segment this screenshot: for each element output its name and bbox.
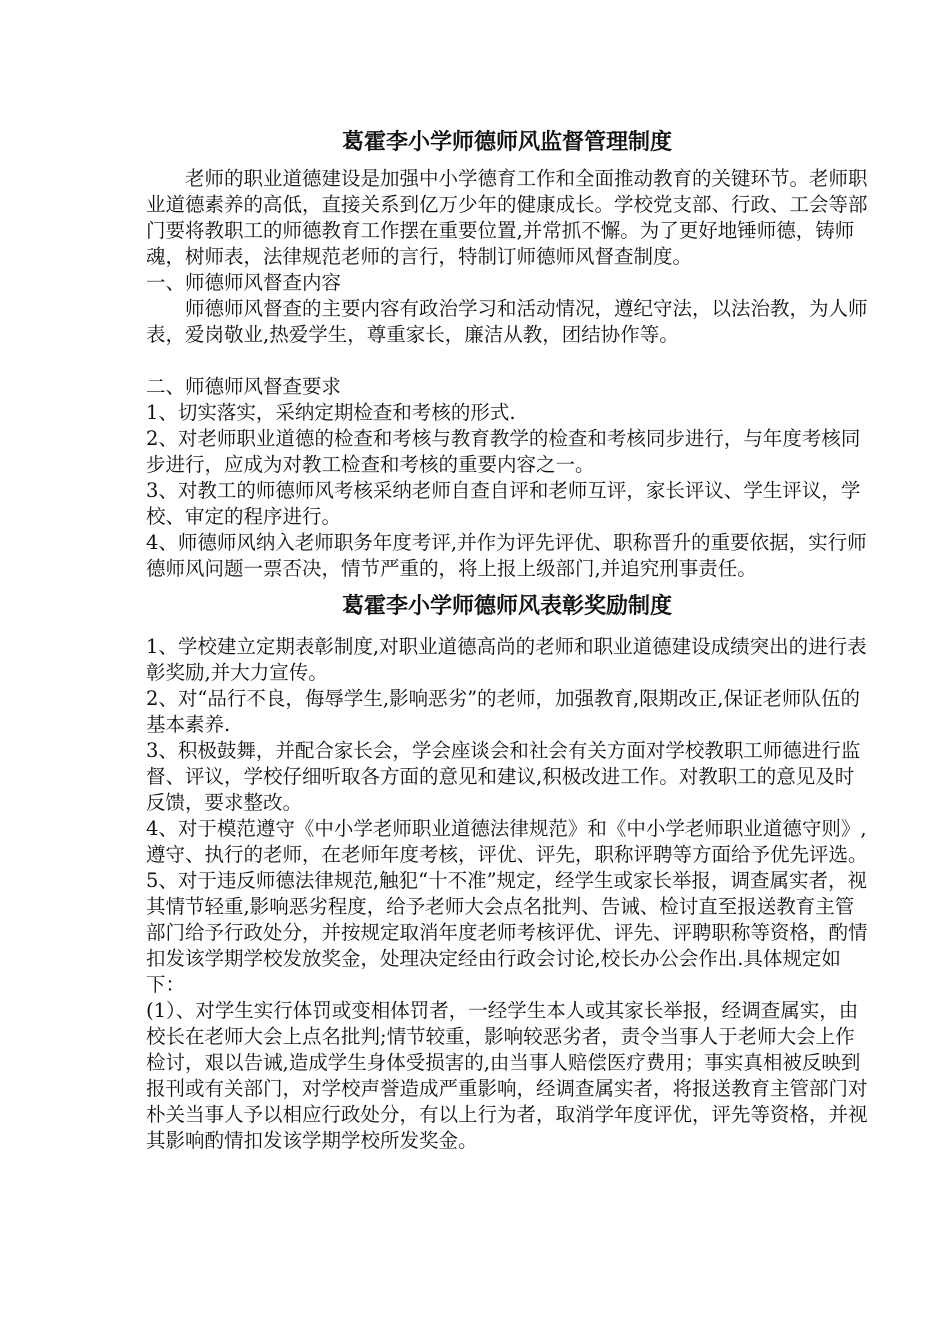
requirement-item: 4、师德师风纳入老师职务年度考评,并作为评先评优、职称晋升的重要依据，实行师德师风问题一票否决，情节严重的，将上报上级部门,并追究刑事责任。 — [146, 531, 867, 580]
section-heading-requirements: 二、师德师风督查要求 — [146, 375, 342, 398]
requirement-item: 2、对老师职业道德的检查和考核与教育教学的检查和考核同步进行，与年度考核同步进行，应成为对教工检查和考核的重要内容之一。 — [146, 427, 861, 476]
reward-subitem: (1）、对学生实行体罚或变相体罚者，一经学生本人或其家长举报，经调查属实，由校长在老师大会上点名批判;情节较重，影响较恶劣者，责令当事人于老师大会上作检讨，艰以告诫,造成学生身体受损害的,由当事人赔偿医疗费用；事实真相被反映到报刊或有关部门，对学校声誉造成严重影响，经调查属实者，将报送教育主管部门对朴关当事人予以相应行政处分，有以上行为者，取消学年度评优，评先等资格，并视其影响酌情扣发该学期学校所发奖金。 — [146, 999, 868, 1152]
section-heading-content: 一、师德师风督查内容 — [146, 271, 342, 294]
reward-item: 4、对于模范遵守《中小学老师职业道德法律规范》和《中小学老师职业道德守则》,遵守、执行的老师，在老师年度考核，评优、评先，职称评聘等方面给予优先评选。 — [146, 817, 868, 866]
requirement-item: 3、对教工的师德师风考核采纳老师自查自评和老师互评，家长评议、学生评议，学校、审定的程序进行。 — [146, 479, 861, 528]
reward-item: 3、积极鼓舞，并配合家长会，学会座谈会和社会有关方面对学校教职工师德进行监督、评议，学校仔细听取各方面的意见和建议,积极改进工作。对教职工的意见及时反馈，要求整改。 — [146, 739, 861, 814]
reward-item: 1、学校建立定期表彰制度,对职业道德高尚的老师和职业道德建设成绩突出的进行表彰奖励,并大力宣传。 — [146, 635, 867, 684]
document-title-supervision: 葛霍李小学师德师风监督管理制度 — [341, 130, 672, 155]
document-page — [146, 128, 868, 1154]
reward-item: 5、对于违反师德法律规范,触犯“十不准”规定，经学生或家长举报，调查属实者，视其情节轻重,影响恶劣程度，给予老师大会点名批判、告诫、检讨直至报送教育主管部门给予行政处分，并按规定取消年度老师考核评优、评先、评聘职称等资格，酌情扣发该学期学校发放奖金，处理决定经由行政会讨论,校长办公会作出.具体规定如下： — [146, 869, 868, 996]
blank-line — [146, 348, 868, 374]
document-title-rewards: 葛霍李小学师德师风表彰奖励制度 — [341, 594, 672, 619]
reward-item: 2、对“品行不良，侮辱学生,影响恶劣”的老师，加强教育,限期改正,保证老师队伍的基本素养. — [146, 687, 860, 736]
intro-paragraph: 老师的职业道德建设是加强中小学德育工作和全面推动教育的关键环节。老师职业道德素养的高低，直接关系到亿万少年的健康成长。学校党支部、行政、工会等部门要将教职工的师德教育工作摆在重要位置,并常抓不懈。为了更好地锤师德，铸师魂，树师表，法律规范老师的言行，特制订师德师风督查制度。 — [146, 167, 868, 268]
content-paragraph: 师德师风督查的主要内容有政治学习和活动情况，遵纪守法，以法治教，为人师表，爱岗敬业,热爱学生，尊重家长，廉洁从教，团结协作等。 — [146, 297, 868, 346]
requirement-item: 1、切实落实，采纳定期检查和考核的形式. — [146, 401, 516, 424]
